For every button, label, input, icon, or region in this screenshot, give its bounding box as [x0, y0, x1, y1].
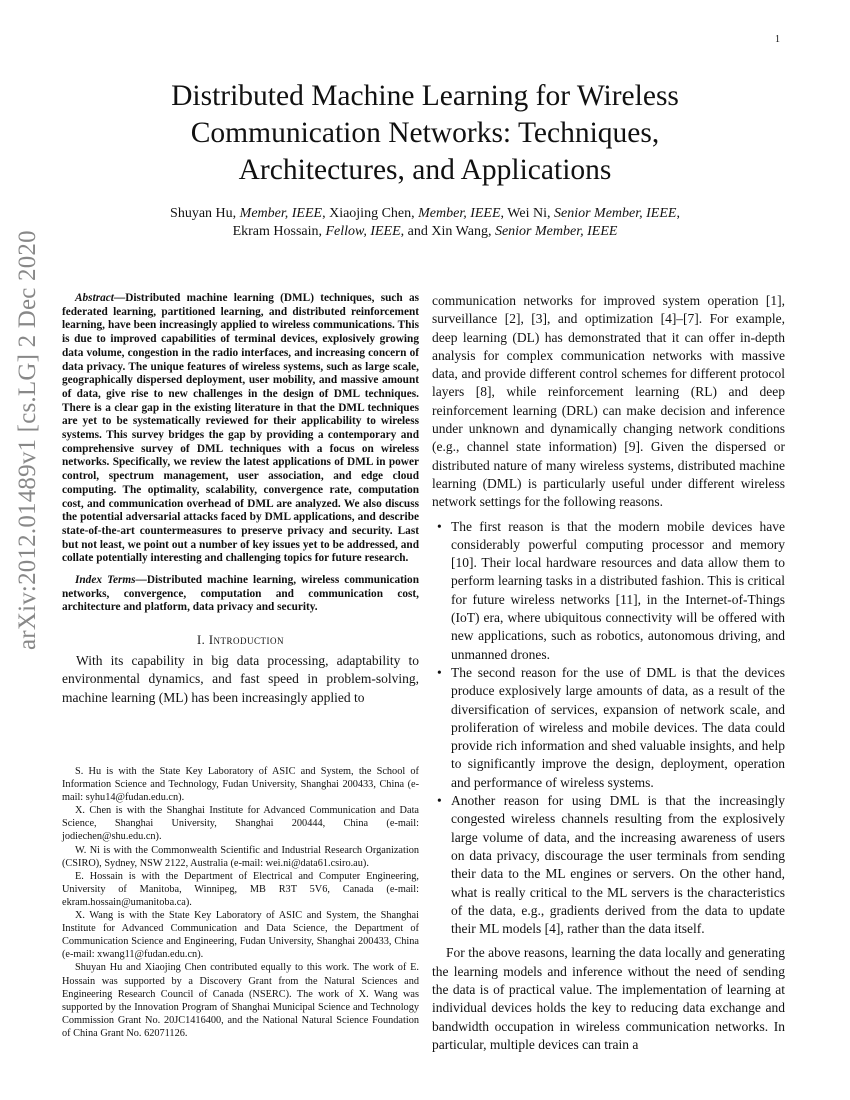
list-item-text: The second reason for the use of DML is that the devices produce explosively large amounts of data, as a result of the diversification of services, expansion of network scale, and proliferation of wireless and mobile devices. The data could provide rich information and shed valuable insights, and help to significantly improve the design, deployment, operation and performance of wireless systems. — [451, 664, 785, 790]
title-line: Communication Networks: Techniques, — [190, 117, 660, 149]
right-column — [432, 292, 785, 1054]
author-role: Fellow, IEEE — [325, 224, 401, 239]
author-separator: , — [676, 206, 680, 221]
index-terms — [62, 574, 419, 615]
bullet-icon: • — [437, 664, 442, 680]
section-heading — [62, 633, 419, 648]
bullet-icon: • — [437, 518, 442, 534]
section-numeral: I. — [196, 633, 209, 648]
author-line — [90, 223, 760, 241]
footnote: Shuyan Hu and Xiaojing Chen contributed equally to this work. The work of E. Hossain was supported by a Discovery Grant from the Natural Sciences and Engineering Research Council of Canada (NSERC). The work of X. Wang was supported by the Innovation Program of Shanghai Municipal Science and Technology Commission Grant No. 20JC1416400, and the National Natural Science Foundation of China Grant No. 62071126. — [62, 962, 419, 1039]
bullet-icon: • — [437, 793, 442, 809]
arxiv-stamp: arXiv:2012.01489v1 [cs.LG] 2 Dec 2020 — [14, 230, 41, 650]
author-role: Member, IEEE — [239, 206, 323, 221]
list-item — [437, 664, 785, 792]
author-role: Senior Member, IEEE — [554, 206, 677, 221]
footnote: W. Ni is with the Commonwealth Scientific and Industrial Research Organization (CSIRO), Sydney, NSW 2122, Australia (e-mail: wei.ni@data61.csiro.au). — [62, 844, 419, 869]
title-line: Architectures, and Applications — [238, 154, 612, 186]
title-line: Distributed Machine Learning for Wireless — [171, 80, 679, 112]
list-item-text: Another reason for using DML is that the increasingly congested wireless channels resulting from the explosively large volume of data, and the increasing awareness of users on data privacy, discourage the user terminals from sending their data to the ML engines or servers. On the other hand, what is really critical to the ML servers is the characteristics of the data, e.g., gradients derived from the data to update their ML models [4], rather than the data itself. — [451, 793, 785, 937]
author-name: , and Xin Wang, — [400, 224, 495, 239]
author-line — [90, 205, 760, 223]
author-list — [90, 205, 760, 241]
page-number: 1 — [775, 34, 780, 45]
body-paragraph: communication networks for improved system operation [1], surveillance [2], [3], and optimization [4]–[7]. For example, deep learning (DL) has demonstrated that it can offer in-depth analysis for complex communication networks with massive data, and provide different control schemes for different protocol layers [8], while reinforcement learning (RL) and deep reinforcement learning (DRL) can make decision and inference under unknown and dynamically changing network conditions (e.g., channel state information) [9]. Given the dispersed or distributed nature of many wireless systems, distributed machine learning (DML) is particularly useful under different wireless network settings for the following reasons. — [432, 293, 785, 510]
body-paragraph: For the above reasons, learning the data locally and generating the learning models and inference without the need of sending the data is of practical value. The implementation of learning at individual devices holds the key to reducing data exchange and bandwidth occupation in wireless communication networks. In particular, multiple devices can train a — [432, 945, 785, 1052]
author-role: Member, IEEE — [418, 206, 501, 221]
abstract-label: Abstract — [75, 292, 114, 304]
author-name: , Xiaojing Chen, — [322, 206, 419, 221]
section-title: Introduction — [208, 633, 285, 648]
list-item — [437, 518, 785, 664]
footnote: X. Wang is with the State Key Laboratory of ASIC and System, the Shanghai Institute for Advanced Communication and Data Science, the Department of Communication Science and Engineering, Fudan University, Shanghai 200433, China (e-mail: xwang11@fudan.edu.cn). — [62, 910, 419, 961]
author-name: Shuyan Hu, — [170, 206, 240, 221]
abstract-text: —Distributed machine learning (DML) techniques, such as federated learning, partitioned learning, and distributed reinforcement learning, have been increasingly applied to wireless communications. This is due to improved capabilities of terminal devices, explosively growing data volume, congestion in the radio interfaces, and increasing concern of data privacy. The unique features of wireless systems, such as large scale, geographically dispersed deployment, user mobility, and massive amount of data, give rise to new challenges in the design of DML techniques. There is a clear gap in the existing literature in that the DML techniques are yet to be systematically reviewed for their applicability to wireless systems. This survey bridges the gap by providing a contemporary and comprehensive survey of DML techniques with a focus on wireless networks. Specifically, we review the latest applications of DML in power control, spectrum management, user association, and edge cloud computing. The optimality, scalability, convergence rate, computation cost, and communication overhead of DML are analyzed. We also discuss the potential adversarial attacks faced by DML applications, and describe state-of-the-art countermeasures to preserve privacy and security. Last but not least, we point out a number of key issues yet to be addressed, and collate potentially interesting and challenging topics for future research. — [62, 292, 419, 565]
author-role: Senior Member, IEEE — [494, 224, 618, 239]
index-terms-text: —Distributed machine learning, wireless communication networks, convergence, computation and communication cost, architecture and platform, data privacy and security. — [62, 574, 419, 614]
footnotes — [62, 765, 419, 1040]
paper-title — [90, 78, 760, 189]
index-terms-label: Index Terms — [75, 574, 136, 587]
list-item-text: The first reason is that the modern mobile devices have considerably powerful computing processor and memory [10]. Their local hardware resources and data allow them to perform learning tasks in a distributed fashion. This is critical for future wireless networks [11], in the Internet-of-Things (IoT) era, where ubiquitous connectivity will be offered with new applications, such as robotics, autonomous driving, and unmanned drones. — [451, 518, 785, 662]
author-name: Ekram Hossain, — [232, 224, 326, 239]
reasons-list — [432, 518, 785, 939]
footnote: X. Chen is with the Shanghai Institute for Advanced Communication and Data Science, Shanghai University, Shanghai 200444, China (e-mail: jodiechen@shu.edu.cn). — [62, 805, 419, 843]
list-item — [437, 792, 785, 938]
intro-paragraph: With its capability in big data processing, adaptability to environmental dynamics, and fast speed in problem-solving, machine learning (ML) has been increasingly applied to — [62, 653, 419, 705]
left-column — [62, 292, 419, 707]
author-name: , Wei Ni, — [500, 206, 554, 221]
footnote: E. Hossain is with the Department of Electrical and Computer Engineering, University of Manitoba, Winnipeg, MB R3T 5V6, Canada (e-mail: ekram.hossain@umanitoba.ca). — [62, 870, 419, 908]
footnote: S. Hu is with the State Key Laboratory of ASIC and System, the School of Information Science and Technology, Fudan University, Shanghai 200433, China (e-mail: syhu14@fudan.edu.cn). — [62, 766, 419, 804]
abstract — [62, 292, 419, 566]
